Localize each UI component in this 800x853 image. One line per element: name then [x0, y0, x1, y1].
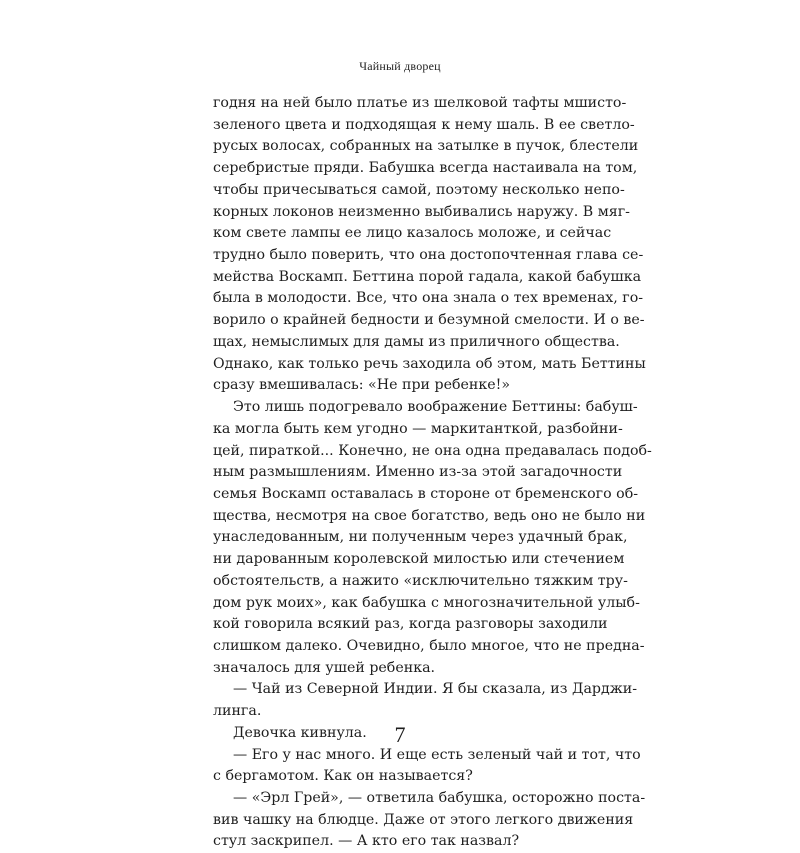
text-line: чтобы причесываться самой, поэтому несколько непо-	[213, 181, 625, 198]
text-line: дом рук моих», как бабушка с многозначительной улыб-	[213, 594, 640, 611]
text-line: мейства Воскамп. Беттина порой гадала, какой бабушка	[213, 268, 642, 285]
running-head: Чайный дворец	[359, 59, 441, 73]
text-line: унаследованным, ни полученным через удачный брак,	[213, 529, 628, 546]
text-line: вив чашку на блюдце. Даже от этого легкого движения	[213, 811, 634, 828]
text-line: трудно было поверить, что она достопочтенная глава се-	[213, 247, 644, 264]
text-line: ка могла быть кем угодно — маркитанткой, разбойни-	[213, 420, 623, 437]
text-line: Девочка кивнула.	[233, 724, 367, 741]
page-number: 7	[394, 722, 406, 747]
text-line: — Чай из Северной Индии. Я бы сказала, из Дарджи-	[233, 681, 638, 698]
text-line: — «Эрл Грей», — ответила бабушка, осторожно поста-	[233, 790, 646, 806]
text-line: годня на ней было платье из шелковой тафты мшисто-	[213, 95, 627, 111]
text-line: серебристые пряди. Бабушка всегда настаивала на том,	[213, 160, 638, 177]
text-line: ни дарованным королевской милостью или стечением	[213, 551, 625, 568]
text-line: была в молодости. Все, что она знала о тех временах, го-	[213, 290, 644, 307]
text-line: зеленого цвета и подходящая к нему шаль. В ее светло-	[213, 116, 635, 133]
text-line: ком свете лампы ее лицо казалось моложе, и сейчас	[213, 225, 612, 242]
text-line: щества, несмотря на свое богатство, ведь оно не было ни	[213, 507, 646, 524]
text-line: Однако, как только речь заходила об этом, мать Беттины	[213, 355, 646, 372]
text-line: ворило о крайней бедности и безумной смелости. И о ве-	[213, 312, 645, 329]
text-line: цей, пираткой... Конечно, не она одна предавалась подоб-	[213, 442, 652, 459]
text-line: щах, немыслимых для дамы из приличного общества.	[213, 333, 620, 350]
text-line: — Его у нас много. И еще есть зеленый чай и тот, что	[233, 746, 641, 763]
text-line: стул заскрипел. — А кто его так назвал?	[213, 833, 520, 850]
text-line: русых волосах, собранных на затылке в пучок, блестели	[213, 138, 639, 155]
text-line: кой говорила всякий раз, когда разговоры заходили	[213, 616, 608, 633]
text-line: значалось для ушей ребенка.	[213, 659, 436, 676]
text-line: слишком далеко. Очевидно, было многое, что не предна-	[213, 637, 645, 654]
text-line: сразу вмешивалась: «Не при ребенке!»	[213, 377, 511, 394]
text-line: с бергамотом. Как он называется?	[213, 768, 473, 785]
text-line: семья Воскамп оставалась в стороне от бременского об-	[213, 485, 639, 502]
text-line: Это лишь подогревало воображение Беттины: бабуш-	[233, 399, 638, 416]
text-line: обстоятельств, а нажито «исключительно тяжким тру-	[213, 572, 628, 589]
text-line: линга.	[213, 703, 262, 720]
text-line: ным размышлениям. Именно из-за этой загадочности	[213, 464, 623, 481]
text-line: корных локонов неизменно выбивались наружу. В мяг-	[213, 203, 630, 220]
